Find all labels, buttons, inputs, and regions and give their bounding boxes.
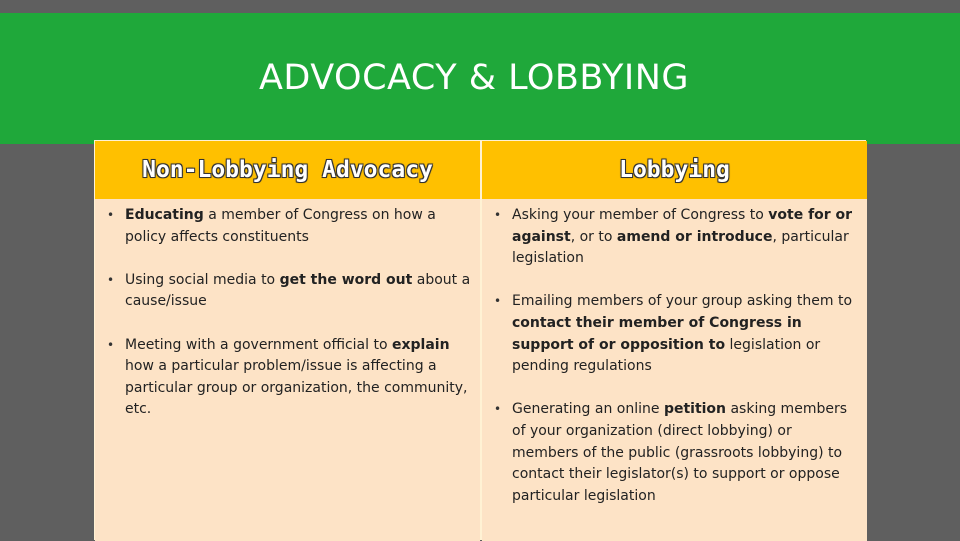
non-lobbying-column (95, 199, 480, 541)
list-item (105, 270, 474, 313)
header-non-lobbying-advocacy: Non-Lobbying Advocacy (95, 141, 480, 199)
item-text: Emailing members of your group asking them to (512, 293, 853, 310)
list-item (492, 205, 861, 270)
emphasis-text: contact their member of Congress in support of or opposition to (512, 314, 802, 353)
item-text: how a particular problem/issue is affecting a particular group or organization, the community, etc. (125, 358, 468, 418)
lobbying-column (482, 199, 867, 541)
header-lobbying: Lobbying (482, 141, 867, 199)
item-text: , or to (570, 228, 617, 245)
item-text: Using social media to (125, 271, 280, 288)
slide-title: ADVOCACY & LOBBYING (258, 58, 690, 98)
item-text: legislation or pending regulations (512, 336, 821, 375)
emphasis-text: get the word out (279, 271, 413, 288)
item-text: , particular legislation (512, 228, 849, 267)
item-text: Asking your member of Congress to (512, 207, 769, 223)
lobbying-list (492, 205, 861, 507)
item-text: Generating an online (512, 401, 664, 418)
non-lobbying-list (105, 205, 474, 421)
emphasis-text: explain (391, 336, 450, 353)
item-text: asking members of your organization (direct lobbying) or members of the public (grassroots lobbying) to contact their legislator(s) to support or oppose particular legislation (512, 401, 847, 504)
comparison-table (94, 140, 866, 540)
list-item (105, 205, 474, 248)
item-text: a member of Congress on how a policy affects constituents (125, 207, 436, 245)
item-text: about a cause/issue (125, 271, 471, 310)
emphasis-text: petition (663, 401, 727, 418)
item-text: Meeting with a government official to (125, 336, 392, 353)
list-item (492, 399, 861, 507)
emphasis-text: vote for or against (512, 207, 853, 245)
emphasis-text: amend or introduce (616, 228, 773, 245)
emphasis-text: Educating (125, 207, 204, 223)
list-item (492, 291, 861, 377)
list-item (105, 335, 474, 421)
